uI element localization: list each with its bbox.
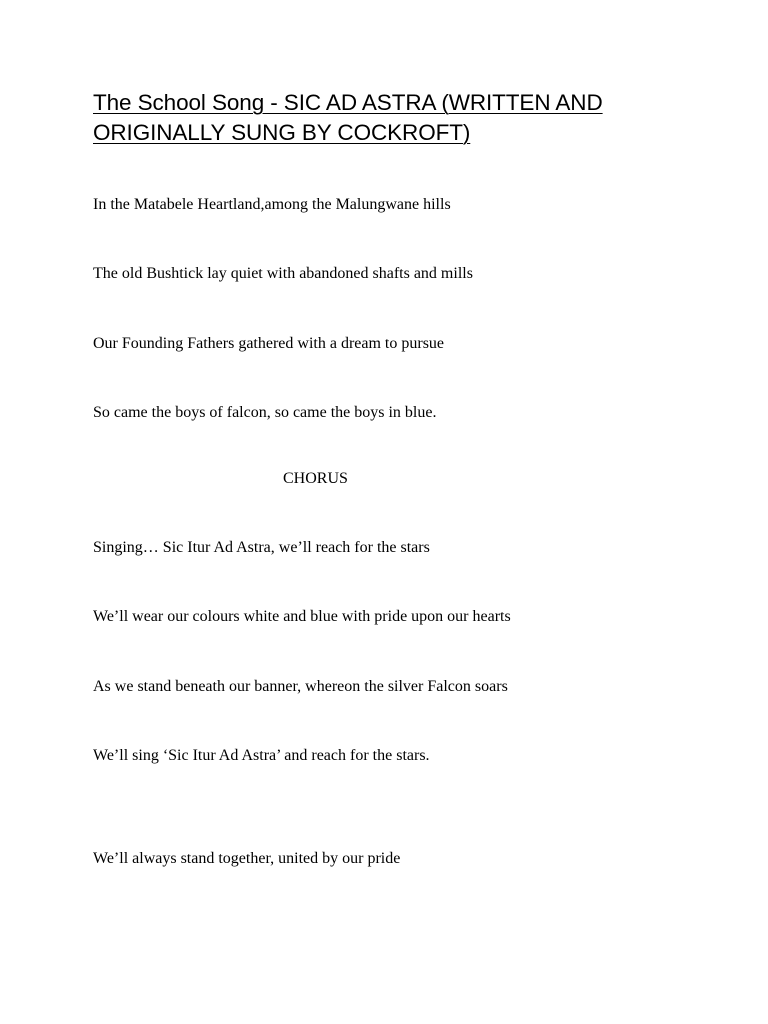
chorus-line: We’ll wear our colours white and blue with pride upon our hearts <box>93 608 511 625</box>
verse-line: So came the boys of falcon, so came the boys in blue. <box>93 404 437 421</box>
verse-line: Our Founding Fathers gathered with a dream to pursue <box>93 335 445 352</box>
verse-line: In the Matabele Heartland,among the Malungwane hills <box>93 196 451 213</box>
chorus-line: As we stand beneath our banner, whereon the silver Falcon soars <box>93 678 508 695</box>
chorus-heading: CHORUS <box>283 470 348 487</box>
chorus-line: Singing… Sic Itur Ad Astra, we’ll reach for the stars <box>93 539 430 556</box>
verse-line: We’ll always stand together, united by our pride <box>93 850 401 867</box>
chorus-line: We’ll sing ‘Sic Itur Ad Astra’ and reach for the stars. <box>93 747 430 764</box>
song-title: The School Song - SIC AD ASTRA (WRITTEN AND ORIGINALLY SUNG BY COCKROFT) <box>93 90 603 145</box>
verse-line: The old Bushtick lay quiet with abandoned shafts and mills <box>93 265 473 282</box>
